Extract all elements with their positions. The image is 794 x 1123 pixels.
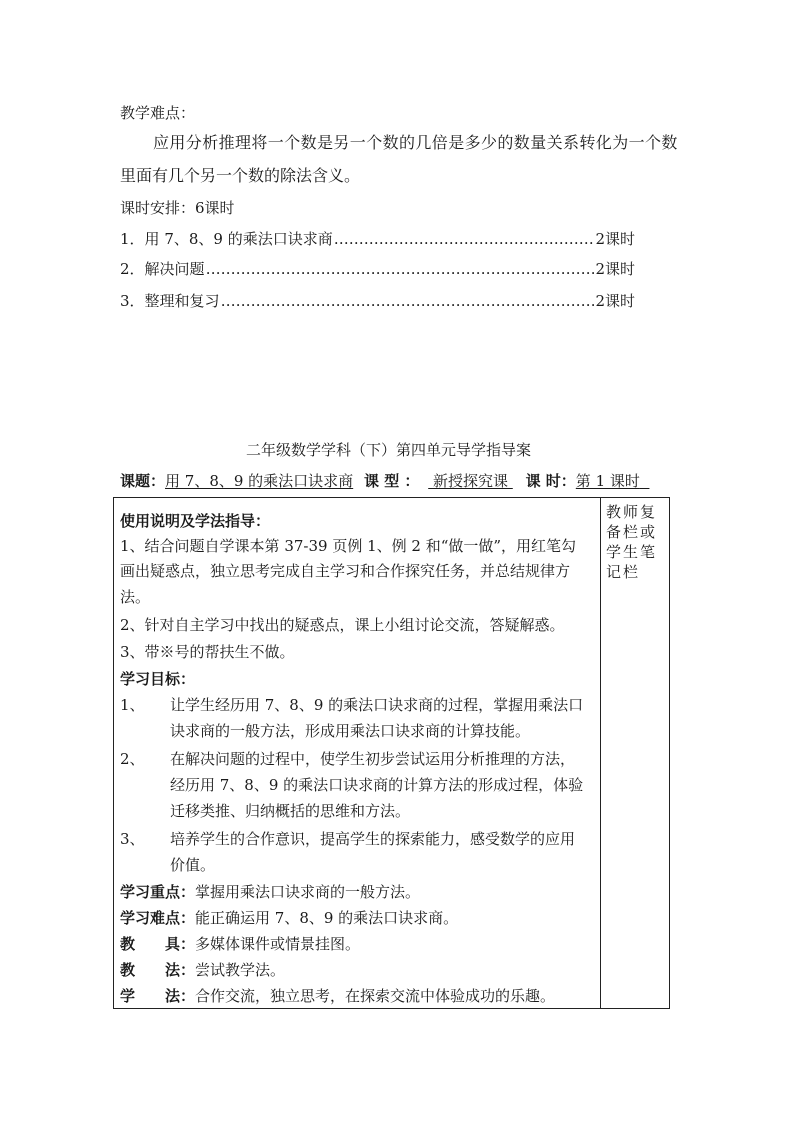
guide-heading: 使用说明及学法指导：: [120, 512, 271, 530]
goal-line: 经历用 7、8、9 的乘法口诀求商的计算方法的形成过程，体验: [170, 776, 584, 794]
key-value: 掌握用乘法口诀求商的一般方法。: [195, 883, 421, 901]
plan-title: 二年级数学学科（下）第四单元导学指导案: [246, 441, 532, 459]
teach-label: 教 法：: [120, 961, 196, 979]
teach-method-row: [120, 960, 285, 980]
column-divider: [600, 498, 601, 1008]
type-label: 课 型 ：: [363, 472, 420, 490]
difficulty-heading: 教学难点：: [120, 104, 196, 122]
tools-label: 教 具：: [120, 935, 196, 953]
topic-line: [120, 471, 649, 491]
goal-line: 在解决问题的过程中，使学生初步尝试运用分析推理的方法，: [170, 750, 576, 768]
learn-value: 合作交流，独立思考，在探索交流中体验成功的乐趣。: [195, 987, 556, 1005]
goal-line: 让学生经历用 7、8、9 的乘法口诀求商的过程，掌握用乘法口: [170, 696, 584, 714]
dot-leader: [334, 230, 595, 248]
period-value-text: 第 1 课时: [575, 472, 640, 490]
goal-line: 培养学生的合作意识，提高学生的探索能力，感受数学的应用: [170, 830, 576, 848]
difficulty-text-line1: 应用分析推理将一个数是另一个数的几倍是多少的数量关系转化为一个数: [153, 133, 678, 152]
hard-label: 学习难点：: [120, 909, 196, 927]
key-point: [120, 882, 420, 902]
schedule-item-hours: 2课时: [595, 260, 635, 278]
goal-line: 价值。: [170, 856, 216, 874]
goals-heading: 学习目标：: [120, 670, 196, 688]
difficulty-text-line2: 里面有几个另一个数的除法含义。: [120, 166, 361, 185]
topic-value: 用 7、8、9 的乘法口诀求商: [165, 472, 354, 490]
goal-num: 3、: [120, 830, 145, 848]
goal-num: 1、: [120, 696, 145, 714]
learn-method-row: [120, 986, 555, 1006]
period-value: [576, 472, 650, 490]
schedule-item: [120, 290, 635, 311]
type-value-text: 新授探究课: [432, 472, 508, 490]
schedule-item-hours: 2课时: [595, 230, 635, 248]
side-note-column: 教师复备栏或学生笔记栏: [606, 503, 658, 581]
schedule-item-title: 解决问题: [144, 260, 205, 278]
guide-table: [113, 497, 670, 1009]
goal-num: 2、: [120, 750, 145, 768]
guide-line: 画出疑惑点，独立思考完成自主学习和合作探究任务，并总结规律方: [120, 562, 571, 580]
schedule-text: 课时安排：6课时: [120, 199, 235, 217]
topic-label: 课题：: [120, 472, 166, 490]
type-value: [428, 472, 513, 490]
schedule-item-title: 整理和复习: [144, 292, 220, 310]
key-label: 学习重点：: [120, 883, 196, 901]
period-label: 课 时：: [525, 472, 576, 490]
learn-label: 学 法：: [120, 987, 196, 1005]
schedule-item-title: 用 7、8、9 的乘法口诀求商: [144, 230, 333, 248]
guide-line: 2、针对自主学习中找出的疑惑点，课上小组讨论交流，答疑解惑。: [120, 616, 565, 634]
guide-line: 法。: [120, 588, 151, 606]
hard-point: [120, 908, 458, 928]
teach-value: 尝试教学法。: [195, 961, 286, 979]
schedule-item-num: 3．: [120, 292, 145, 310]
dot-leader: [206, 260, 595, 278]
goal-line: 迁移类推、归纳概括的思维和方法。: [170, 802, 411, 820]
schedule-item-num: 2．: [120, 260, 145, 278]
tools-value: 多媒体课件或情景挂图。: [195, 935, 361, 953]
schedule-item: [120, 258, 635, 279]
schedule-item: [120, 228, 635, 249]
guide-line: 3、带※号的帮扶生不做。: [120, 643, 295, 661]
hard-value: 能正确运用 7、8、9 的乘法口诀求商。: [195, 909, 459, 927]
goal-line: 诀求商的一般方法，形成用乘法口诀求商的计算技能。: [170, 722, 531, 740]
tools-row: [120, 934, 360, 954]
guide-line: 1、结合问题自学课本第 37-39 页例 1、例 2 和“做一做”，用红笔勾: [120, 537, 577, 555]
dot-leader: [221, 292, 595, 310]
schedule-item-num: 1．: [120, 230, 145, 248]
schedule-item-hours: 2课时: [595, 292, 635, 310]
